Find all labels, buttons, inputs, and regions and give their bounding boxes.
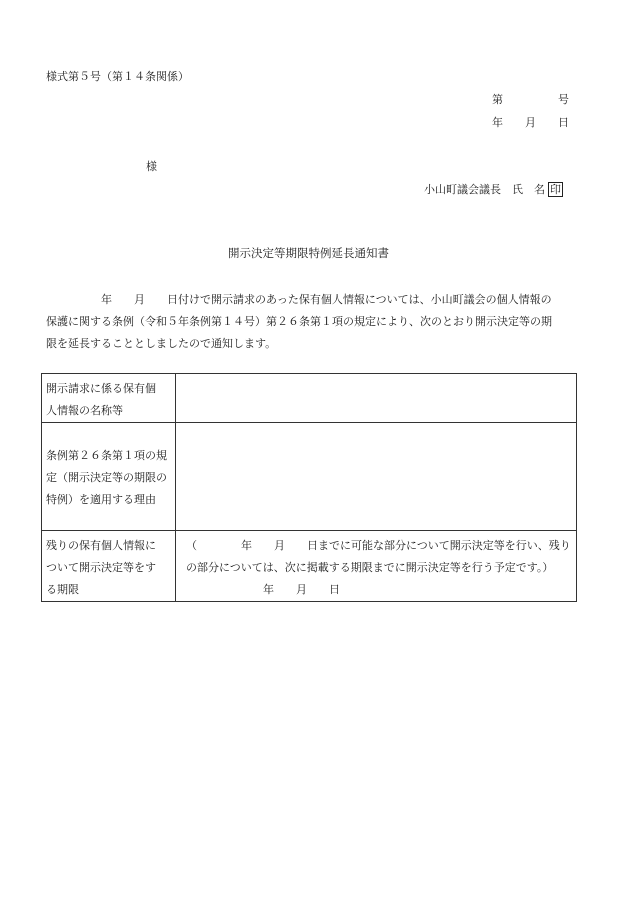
issue-date-line: 年 月 日 xyxy=(492,116,569,129)
label-line: 残りの保有個人情報に xyxy=(46,539,156,552)
label-line: 特例）を適用する理由 xyxy=(46,493,156,506)
document-title: 開示決定等期限特例延長通知書 xyxy=(228,246,389,260)
body-line-3: 限を延長することとしましたので通知します。 xyxy=(46,337,277,350)
label-line: ついて開示決定等をす xyxy=(46,561,156,574)
row-label-info-name xyxy=(42,374,176,423)
body-paragraph xyxy=(46,289,552,355)
body-line-2: 保護に関する条例（令和５年条例第１４号）第２６条第１項の規定により、次のとおり開示決定等の期 xyxy=(46,315,552,328)
row-label-deadline xyxy=(42,531,176,602)
value-line: の部分については、次に掲載する期限までに開示決定等を行う予定です。） xyxy=(186,561,554,574)
row-value-deadline xyxy=(176,531,577,602)
addressee-suffix: 様 xyxy=(146,160,157,173)
value-line: （ 年 月 日までに可能な部分について開示決定等を行い、残り xyxy=(186,539,571,552)
table-row xyxy=(42,531,577,602)
sender-name-line: 小山町議会議長 氏 名 xyxy=(424,183,545,196)
label-line: 条例第２６条第１項の規 xyxy=(46,449,167,462)
label-line: 開示請求に係る保有個 xyxy=(46,382,156,395)
row-label-reason xyxy=(42,423,176,531)
table-row xyxy=(42,374,577,423)
value-line: 年 月 日 xyxy=(186,583,340,596)
form-number: 様式第５号（第１４条関係） xyxy=(46,70,189,83)
row-value-reason xyxy=(176,423,577,531)
label-line: 人情報の名称等 xyxy=(46,404,123,417)
document-number-line: 第 号 xyxy=(492,93,569,106)
row-value-info-name xyxy=(176,374,577,423)
sender-block xyxy=(424,182,563,197)
notice-details-table xyxy=(41,373,577,602)
body-line-1: 年 月 日付けで開示請求のあった保有個人情報については、小山町議会の個人情報の xyxy=(46,293,552,306)
label-line: る期限 xyxy=(46,583,79,596)
seal-mark: 印 xyxy=(550,183,561,196)
label-line: 定（開示決定等の期限の xyxy=(46,471,167,484)
table-row xyxy=(42,423,577,531)
